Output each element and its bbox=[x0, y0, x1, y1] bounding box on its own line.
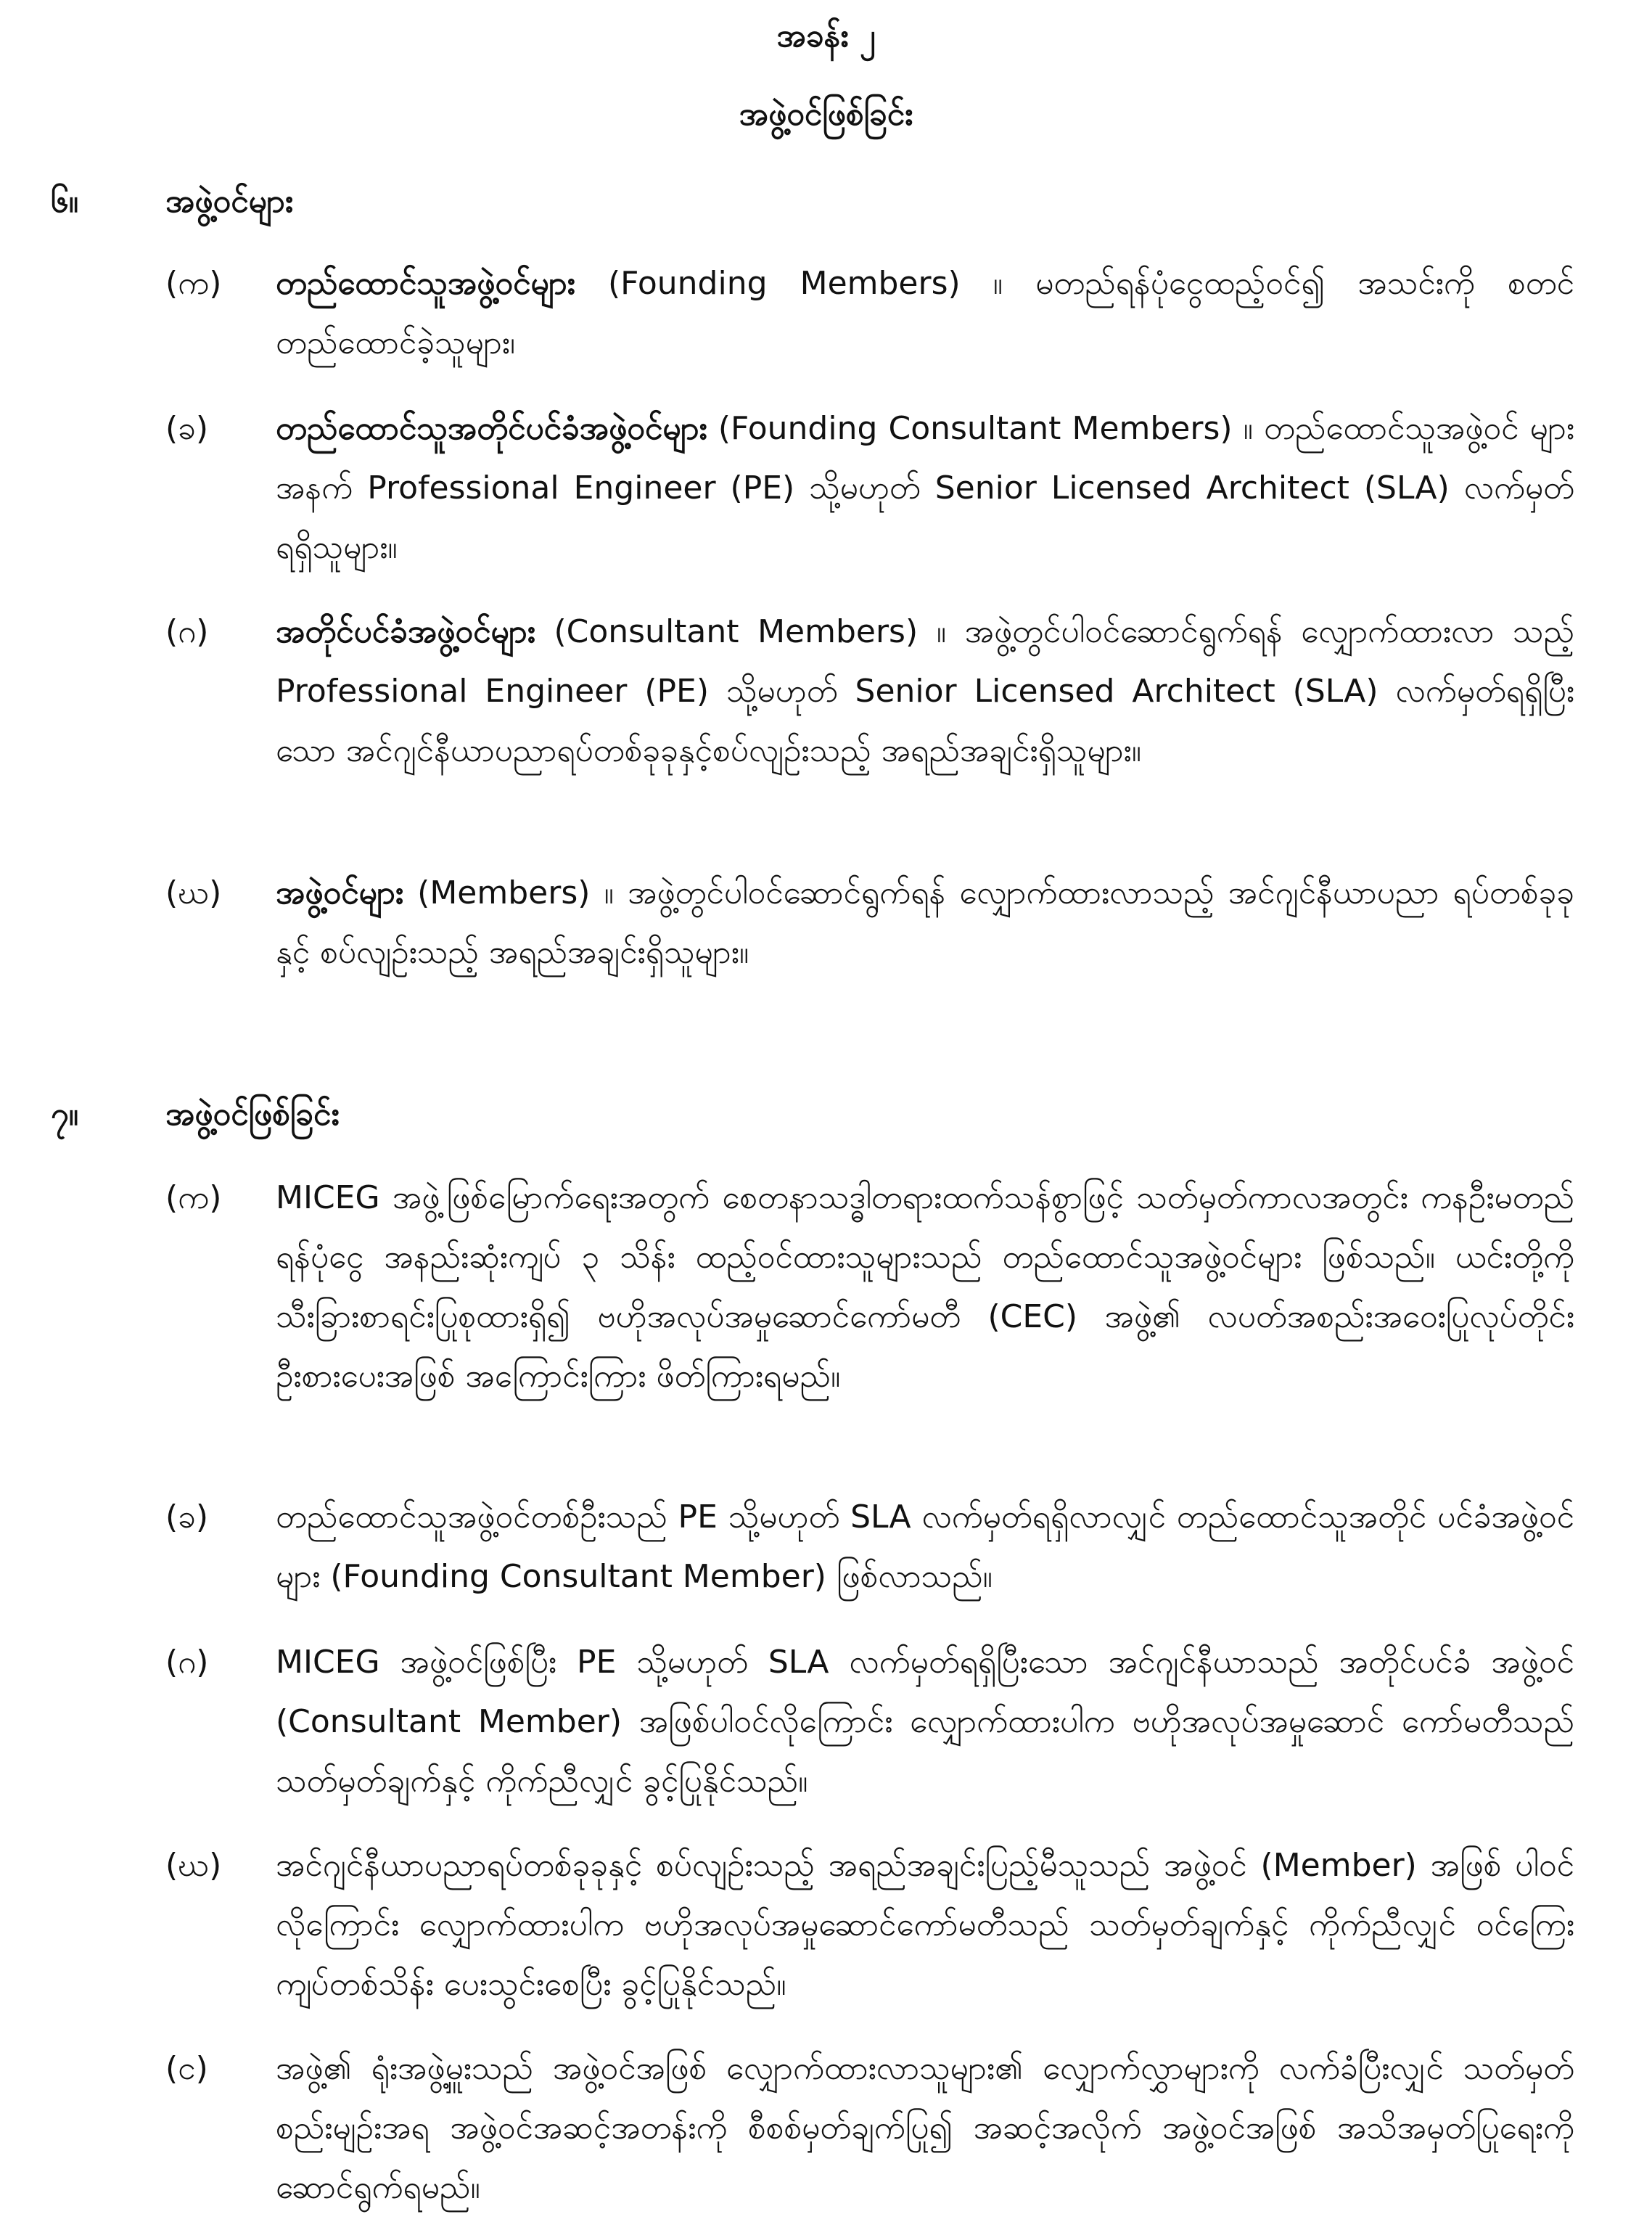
section-7-item-gha: အင်ဂျင်နီယာပညာရပ်တစ်ခုခုနှင့် စပ်လျဉ်းသည့် အရည်အချင်းပြည့်မီသူသည် အဖွဲ့ဝင် (Member) အဖြစ် ပါဝင်လိုကြောင်း လျှောက်ထားပါက ဗဟိုအလုပ်အမှုဆောင်ကော်မတီသည် သတ်မှတ်ချက်နှင့် ကိုက်ညီလျှင် ဝင်ကြေးကျပ်တစ်သိန်း ပေးသွင်းစေပြီး ခွင့်ပြုနိုင်သည်။ bbox=[276, 1847, 1574, 2003]
section-6-number: ၆။ bbox=[51, 183, 79, 220]
section-7-item-kha: တည်ထောင်သူအဖွဲ့ဝင်တစ်ဦးသည် PE သို့မဟုတ် SLA လက်မှတ်ရရှိလာလျှင် တည်ထောင်သူအတိုင် ပင်ခံအဖွဲ့ဝင်များ (Founding Consultant Member) ဖြစ်လာသည်။ bbox=[276, 1499, 1574, 1595]
section-7-item-nga: အဖွဲ့၏ ရုံးအဖွဲ့မှူးသည် အဖွဲ့ဝင်အဖြစ် လျှောက်ထားလာသူများ၏ လျှောက်လွှာများကို လက်ခံပြီးလျှင် သတ်မှတ်စည်းမျဉ်းအရ အဖွဲ့ဝင်အဆင့်အတန်းကို စီစစ်မှတ်ချက်ပြု၍ အဆင့်အလိုက် အဖွဲ့ဝင်အဖြစ် အသိအမှတ်ပြုရေးကို ဆောင်ရွက်ရမည်။ bbox=[276, 2050, 1574, 2206]
item-body: (Members) ။ အဖွဲ့တွင်ပါဝင်ဆောင်ရွက်ရန် လျှောက်ထားလာသည့် အင်ဂျင်နီယာပညာ ရပ်တစ်ခုခုနှင့် စပ်လျဉ်းသည့် အရည်အချင်းရှိသူများ။ bbox=[276, 874, 1574, 971]
section-6-item-gha bbox=[276, 864, 1574, 983]
section-7-item-ka-marker: (က) bbox=[165, 1179, 222, 1216]
section-6-item-ga-marker: (ဂ) bbox=[165, 613, 209, 650]
section-6-item-kha-marker: (ခ) bbox=[165, 410, 209, 447]
section-6-title: အဖွဲ့ဝင်များ bbox=[165, 183, 293, 220]
section-6-item-ka-marker: (က) bbox=[165, 265, 222, 302]
item-body: (Founding Consultant Members) ။ တည်ထောင်သူအဖွဲ့ဝင် များအနက် Professional Engineer (PE) သို့မဟုတ် Senior Licensed Architect (SLA) လက်မှတ် ရရှိသူများ။ bbox=[276, 410, 1574, 566]
section-6-item-ga bbox=[276, 602, 1574, 781]
section-6-item-kha bbox=[276, 399, 1574, 578]
section-7-item-nga-marker: (င) bbox=[165, 2050, 208, 2087]
item-body: (Founding Members) ။ မတည်ရန်ပုံငွေထည့်ဝင်၍ အသင်းကို စတင်တည်ထောင်ခဲ့သူများ၊ bbox=[276, 265, 1574, 361]
section-6-item-gha-marker: (ဃ) bbox=[165, 874, 222, 911]
section-7-item-ka: MICEG အဖွဲ့ဖြစ်မြောက်ရေးအတွက် စေတနာသဒ္ဓါတရားထက်သန်စွာဖြင့် သတ်မှတ်ကာလအတွင်း ကနဦးမတည်ရန်ပုံငွေ အနည်းဆုံးကျပ် ၃ သိန်း ထည့်ဝင်ထားသူများသည် တည်ထောင်သူအဖွဲ့ဝင်များ ဖြစ်သည်။ ယင်းတို့ကို သီးခြားစာရင်းပြုစုထားရှိ၍ ဗဟိုအလုပ်အမှုဆောင်ကော်မတီ (CEC) အဖွဲ့၏ လပတ်အစည်းအဝေးပြုလုပ်တိုင်း ဦးစားပေးအဖြစ် အကြောင်းကြား ဖိတ်ကြားရမည်။ bbox=[276, 1179, 1574, 1395]
section-7-item-ga-marker: (ဂ) bbox=[165, 1644, 209, 1681]
section-7-item-ga: MICEG အဖွဲ့ဝင်ဖြစ်ပြီး PE သို့မဟုတ် SLA လက်မှတ်ရရှိပြီးသော အင်ဂျင်နီယာသည် အတိုင်ပင်ခံ အဖွဲ့ဝင် (Consultant Member) အဖြစ်ပါဝင်လိုကြောင်း လျှောက်ထားပါက ဗဟိုအလုပ်အမှုဆောင် ကော်မတီသည် သတ်မှတ်ချက်နှင့် ကိုက်ညီလျှင် ခွင့်ပြုနိုင်သည်။ bbox=[276, 1644, 1574, 1800]
section-7-number: ၇။ bbox=[51, 1096, 79, 1133]
section-7-item-kha-marker: (ခ) bbox=[165, 1499, 209, 1536]
item-lead: အတိုင်ပင်ခံအဖွဲ့ဝင်များ bbox=[276, 613, 535, 650]
item-lead: တည်ထောင်သူအတိုင်ပင်ခံအဖွဲ့ဝင်များ bbox=[276, 410, 707, 447]
section-7-title: အဖွဲ့ဝင်ဖြစ်ခြင်း bbox=[165, 1096, 340, 1133]
item-body: (Consultant Members) ။ အဖွဲ့တွင်ပါဝင်ဆောင်ရွက်ရန် လျှောက်ထားလာ သည့် Professional Engineer (PE) သို့မဟုတ် Senior Licensed Architect (SLA) လက်မှတ်ရရှိပြီး သော အင်ဂျင်နီယာပညာရပ်တစ်ခုခုနှင့်စပ်လျဉ်းသည့် အရည်အချင်းရှိသူများ။ bbox=[276, 613, 1574, 769]
section-6-item-ka bbox=[276, 254, 1574, 373]
item-lead: အဖွဲ့ဝင်များ bbox=[276, 874, 403, 911]
item-lead: တည်ထောင်သူအဖွဲ့ဝင်များ bbox=[276, 265, 575, 302]
chapter-title: အဖွဲ့ဝင်ဖြစ်ခြင်း bbox=[739, 96, 913, 133]
chapter-number: အခန်း ၂ bbox=[776, 17, 876, 54]
section-7-item-gha-marker: (ဃ) bbox=[165, 1847, 222, 1884]
